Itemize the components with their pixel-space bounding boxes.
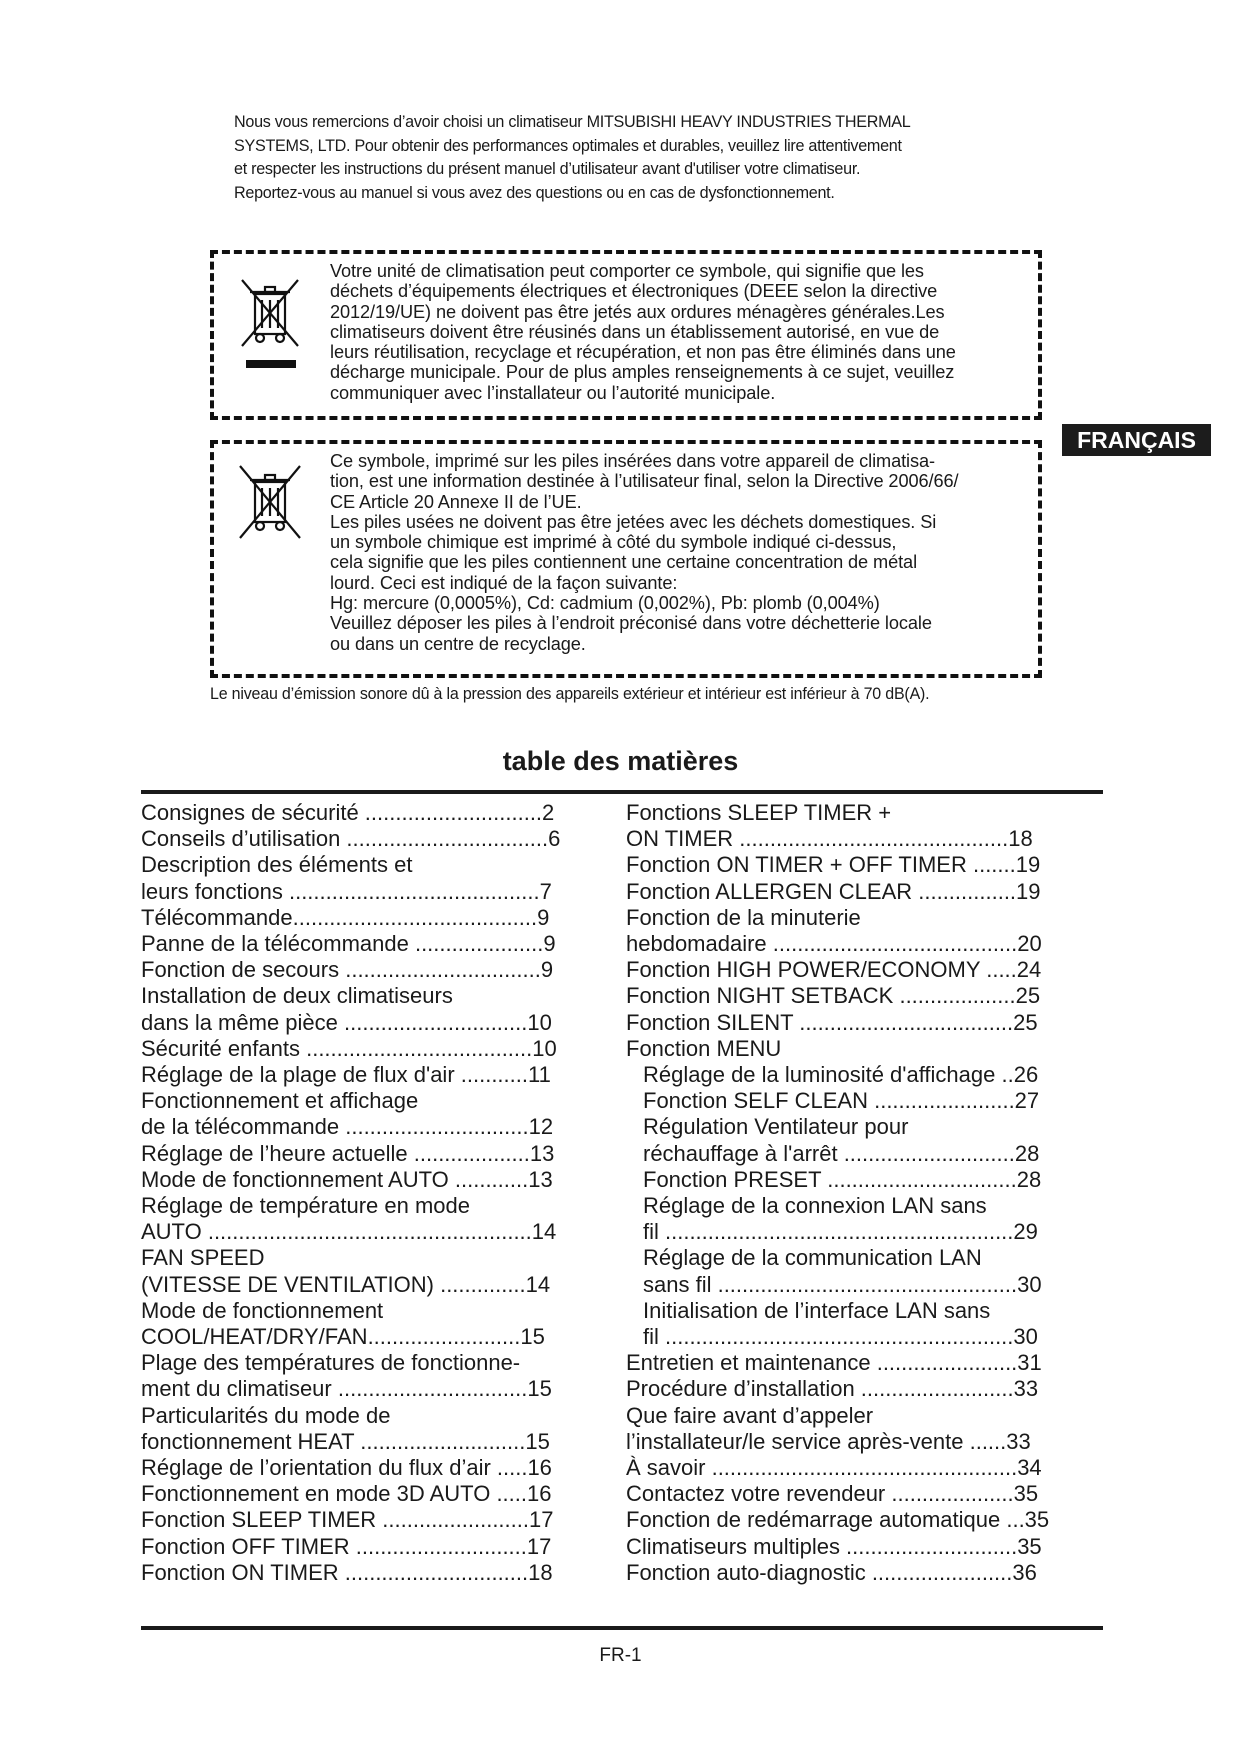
toc-subentry[interactable]: Réglage de la connexion LAN sans	[643, 1193, 987, 1219]
toc-entry[interactable]: Procédure d’installation .........................33	[626, 1376, 1039, 1402]
toc-entry[interactable]: Fonction de la minuterie	[626, 904, 861, 930]
toc-entry[interactable]: Que faire avant d’appeler	[626, 1402, 874, 1428]
toc-entry[interactable]: Fonctionnement en mode 3D AUTO .....16	[141, 1481, 552, 1507]
toc-entry[interactable]: hebdomadaire ........................................20	[626, 931, 1042, 957]
toc-entry[interactable]: Fonctionnement et affichage	[141, 1088, 419, 1114]
toc-entry[interactable]: Particularités du mode de	[141, 1402, 391, 1428]
toc-subentry[interactable]: Réglage de la luminosité d'affichage ..26	[643, 1062, 1039, 1088]
page-number: FR-1	[599, 1645, 642, 1666]
toc-entry[interactable]: Entretien et maintenance .......................31	[626, 1350, 1042, 1376]
battery-notice-text	[330, 451, 1024, 654]
toc-entry[interactable]: Fonction NIGHT SETBACK ...................25	[626, 983, 1041, 1009]
toc-entry[interactable]: Fonction de secours ................................9	[141, 957, 554, 983]
toc-entry[interactable]: Climatiseurs multiples ............................35	[626, 1533, 1042, 1559]
notice-line: leurs réutilisation, recyclage et récupération, et non pas être éliminés dans une	[330, 342, 956, 363]
intro-paragraph	[234, 110, 972, 204]
notice-line: climatiseurs doivent être réusinés dans un établissement autorisé, en vue de	[330, 321, 940, 342]
toc-subentry[interactable]: réchauffage à l'arrêt ............................28	[643, 1140, 1040, 1166]
toc-entry[interactable]: Réglage de l’orientation du flux d’air .....16	[141, 1455, 552, 1481]
battery-notice-box	[210, 440, 1042, 678]
crossed-out-wheelie-bin-icon	[238, 274, 304, 374]
toc-entry[interactable]: (VITESSE DE VENTILATION) ..............14	[141, 1271, 551, 1297]
toc-entry[interactable]: leurs fonctions .........................................7	[141, 878, 552, 904]
notice-line: cela signifie que les piles contiennent une certaine concentration de métal	[330, 552, 918, 573]
toc-entry[interactable]: Mode de fonctionnement AUTO ............13	[141, 1166, 553, 1192]
toc-entry[interactable]: Réglage de la plage de flux d'air ...........11	[141, 1062, 551, 1088]
toc-entry[interactable]: Consignes de sécurité .............................2	[141, 800, 555, 825]
toc-left-column	[141, 800, 586, 1586]
toc-entry[interactable]: Fonction MENU	[626, 1035, 782, 1061]
notice-line: déchets d’équipements électriques et électroniques (DEEE selon la directive	[330, 281, 938, 302]
toc-entry[interactable]: Télécommande........................................9	[141, 904, 550, 930]
toc-entry[interactable]: Réglage de température en mode	[141, 1193, 470, 1219]
toc-entry[interactable]: Fonction auto-diagnostic .......................36	[626, 1559, 1037, 1585]
toc-subentry[interactable]: fil .........................................................30	[643, 1324, 1038, 1350]
toc-subentry[interactable]: Régulation Ventilateur pour	[643, 1114, 909, 1140]
notice-line: décharge municipale. Pour de plus amples renseignements à ce sujet, veuillez	[330, 362, 955, 383]
toc-entry[interactable]: Mode de fonctionnement	[141, 1297, 384, 1323]
toc-entry[interactable]: Fonction OFF TIMER ............................17	[141, 1533, 552, 1559]
notice-line: Ce symbole, imprimé sur les piles insérées dans votre appareil de climatisa-	[330, 451, 935, 471]
toc-subentry[interactable]: Initialisation de l’interface LAN sans	[643, 1297, 991, 1323]
toc-entry[interactable]: de la télécommande ..............................12	[141, 1114, 554, 1140]
toc-entry[interactable]: À savoir ..................................................34	[626, 1455, 1042, 1481]
toc-entry[interactable]: Fonction SLEEP TIMER ........................17	[141, 1507, 554, 1533]
notice-line: 2012/19/UE) ne doivent pas être jetés aux ordures ménagères générales.Les	[330, 301, 945, 322]
toc-entry[interactable]: Panne de la télécommande .....................9	[141, 931, 556, 957]
toc-right-column	[626, 800, 1066, 1586]
notice-line: tion, est une information destinée à l’utilisateur final, selon la Directive 2006/66/	[330, 471, 959, 492]
toc-entry[interactable]: Fonction ON TIMER ..............................18	[141, 1559, 553, 1585]
intro-line: Nous vous remercions d’avoir choisi un climatiseur MITSUBISHI HEAVY INDUSTRIES THERMAL	[234, 112, 911, 131]
toc-bottom-rule	[141, 1626, 1103, 1630]
notice-line: Veuillez déposer les piles à l’endroit préconisé dans votre déchetterie locale	[330, 613, 932, 634]
noise-emission-note: Le niveau d’émission sonore dû à la pression des appareils extérieur et intérieur est inférieur à 70 dB(A).	[210, 685, 930, 703]
weee-notice-box	[210, 250, 1042, 420]
intro-line: et respecter les instructions du présent manuel d’utilisateur avant d'utiliser votre climatiseur.	[234, 159, 861, 178]
toc-entry[interactable]: Plage des températures de fonctionne-	[141, 1350, 521, 1376]
toc-entry[interactable]: dans la même pièce ..............................10	[141, 1009, 552, 1035]
notice-line: un symbole chimique est imprimé à côté du symbole indiqué ci-dessus,	[330, 532, 897, 553]
toc-entry[interactable]: FAN SPEED	[141, 1245, 265, 1271]
toc-subentry[interactable]: Fonction SELF CLEAN .......................27	[643, 1088, 1040, 1114]
toc-subentry[interactable]: Réglage de la communication LAN	[643, 1245, 982, 1271]
crossed-out-battery-bin-icon	[238, 462, 304, 562]
toc-entry[interactable]: l’installateur/le service après-vente ......33	[626, 1428, 1031, 1454]
intro-line: Reportez-vous au manuel si vous avez des questions ou en cas de dysfonctionnement.	[234, 182, 835, 202]
notice-line: Hg: mercure (0,0005%), Cd: cadmium (0,002%), Pb: plomb (0,004%)	[330, 593, 880, 614]
toc-entry[interactable]: Fonction ON TIMER + OFF TIMER .......19	[626, 852, 1041, 878]
toc-entry[interactable]: Installation de deux climatiseurs	[141, 983, 453, 1009]
toc-title: table des matières	[502, 746, 739, 776]
notice-line: Les piles usées ne doivent pas être jetées avec les déchets domestiques. Si	[330, 511, 937, 532]
language-tab: FRANÇAIS	[1062, 424, 1211, 456]
intro-line: SYSTEMS, LTD. Pour obtenir des performances optimales et durables, veuillez lire attentivement	[234, 135, 902, 155]
toc-top-rule	[141, 790, 1103, 794]
toc-entry[interactable]: AUTO .....................................................14	[141, 1219, 557, 1245]
weee-notice-text	[330, 261, 1024, 403]
notice-line: lourd. Ceci est indiqué de la façon suivante:	[330, 572, 678, 593]
toc-entry[interactable]: Contactez votre revendeur ....................35	[626, 1481, 1039, 1507]
toc-subentry[interactable]: Fonction PRESET ...............................28	[643, 1166, 1042, 1192]
toc-entry[interactable]: Conseils d’utilisation .................................6	[141, 826, 561, 852]
notice-line: communiquer avec l’installateur ou l’autorité municipale.	[330, 382, 776, 403]
toc-entry[interactable]: Sécurité enfants .....................................10	[141, 1035, 557, 1061]
toc-entry[interactable]: ment du climatiseur ...............................15	[141, 1376, 552, 1402]
toc-entry[interactable]: Fonction ALLERGEN CLEAR ................19	[626, 878, 1041, 904]
notice-line: ou dans un centre de recyclage.	[330, 633, 586, 654]
notice-line: Votre unité de climatisation peut comporter ce symbole, qui signifie que les	[330, 261, 924, 281]
notice-line: CE Article 20 Annexe II de l’UE.	[330, 491, 582, 512]
toc-subentry[interactable]: fil .........................................................29	[643, 1219, 1038, 1245]
toc-entry[interactable]: ON TIMER ............................................18	[626, 826, 1033, 852]
toc-subentry[interactable]: sans fil .................................................30	[643, 1271, 1042, 1297]
toc-entry[interactable]: Fonction de redémarrage automatique ...35	[626, 1507, 1050, 1533]
toc-entry[interactable]: Fonctions SLEEP TIMER +	[626, 800, 892, 825]
toc-entry[interactable]: fonctionnement HEAT ...........................15	[141, 1428, 550, 1454]
toc-entry[interactable]: Réglage de l’heure actuelle ...................13	[141, 1140, 555, 1166]
toc-entry[interactable]: Description des éléments et	[141, 852, 413, 878]
toc-entry[interactable]: COOL/HEAT/DRY/FAN.........................15	[141, 1324, 545, 1350]
toc-entry[interactable]: Fonction SILENT ...................................25	[626, 1009, 1038, 1035]
toc-entry[interactable]: Fonction HIGH POWER/ECONOMY .....24	[626, 957, 1042, 983]
